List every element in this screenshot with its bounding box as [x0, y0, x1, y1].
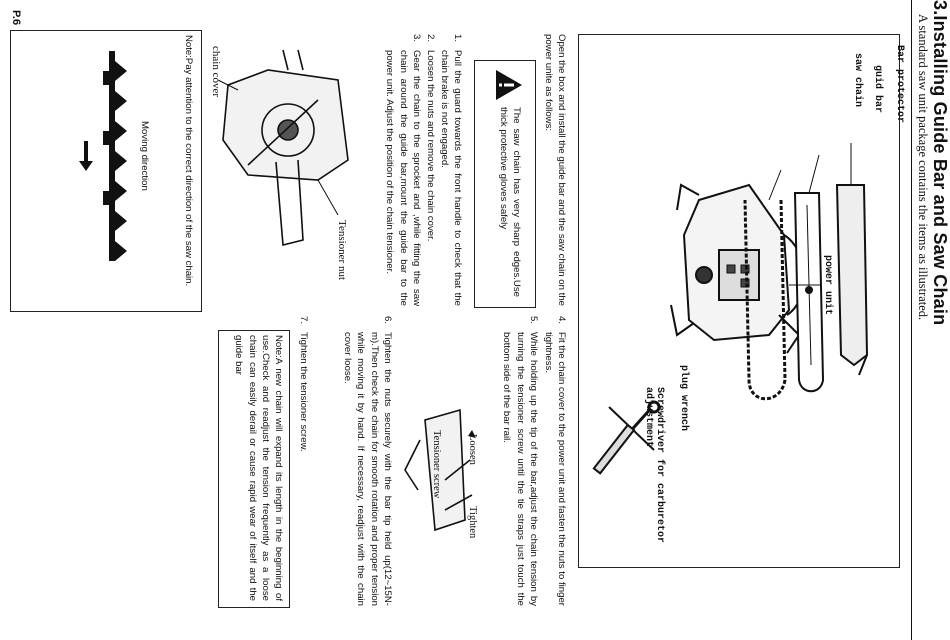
title-rule [911, 0, 912, 640]
step-4-number: 4. [556, 316, 567, 325]
warning-triangle-icon [495, 69, 523, 101]
warning-text: The saw chain has very sharp edges.Use thick protective gloves safely [497, 107, 522, 297]
step-7-text: Tighten the tensioner screw. [298, 332, 309, 452]
saw-chain-direction-drawing [95, 51, 135, 271]
chain-direction-note: Note:Pay attention to the correct direction of the saw chain. [183, 35, 194, 287]
step-1 [436, 34, 464, 306]
step-3-number: 3. [411, 34, 422, 43]
label-tensioner-screw: Tensioner screw [431, 430, 442, 499]
package-contents-drawing [579, 35, 899, 567]
step-5-text: While holding up the tip of the bar,adjust the chain tension by turning the tensioner screw until the tie straps just touch the bottom side of the bar rail. [501, 332, 539, 606]
label-bar-protector: Bar protector [894, 45, 905, 124]
step-5-number: 5. [528, 316, 539, 325]
label-tighten: Tighten [467, 506, 478, 539]
warning-box [474, 60, 536, 308]
section-subtitle: A standard saw unit package contains the items as illustrated. [916, 14, 930, 321]
tensioner-screw-figure [400, 400, 480, 600]
new-chain-note-box [218, 330, 290, 608]
step-2 [423, 34, 437, 306]
step-7-number: 7. [298, 316, 309, 325]
tensioner-figure [208, 40, 358, 300]
label-power-unit: power unit [822, 255, 833, 316]
package-contents-figure [578, 34, 905, 568]
label-saw-chain: saw chain [852, 53, 863, 108]
label-chain-cover: chain cover [210, 46, 222, 97]
label-guid-bar: guid bar [872, 65, 883, 114]
step-6 [324, 316, 394, 606]
step-1-number: 1. [452, 34, 463, 43]
section-title: 3.Installing Guide Bar and Saw Chain [930, 0, 950, 326]
label-loosen: Loosen [467, 434, 478, 465]
moving-direction-label: Moving direction [139, 121, 150, 191]
step-1-text: Pull the guard towards the front handle to check that the chain brake is not engaged. [438, 50, 463, 306]
label-screwdriver: Screwdriver for carburetor adjustment [643, 387, 665, 544]
intro-paragraph: Open the box and install the guide bar and the saw chain on the power unite as follows: [542, 34, 567, 306]
step-3-text: Gear the chain to the sprocket and ,while fitting the saw chain around the guide bar,mount the guide bar to the power unit. Adjust the position of the chain tensioner. [384, 50, 422, 306]
step-7 [296, 316, 310, 606]
step-2-text: Loosen the nuts and remove the chain cover. [425, 50, 436, 242]
direction-arrow-icon [79, 141, 93, 171]
step-4-text: Fit the chain cover to the power unit and fasten the nuts to finger tightness. [542, 332, 567, 606]
step-6-number: 6. [382, 316, 393, 325]
step-5 [484, 316, 540, 606]
step-6-text: Tighten the nuts securely with the bar tip held up(12~15N-m).Then check the chain for smooth rotation and proper tension while moving it by hand. If necessary, readjust with the chain cover loose. [341, 332, 393, 606]
step-2-number: 2. [425, 34, 436, 43]
page-number: P.6 [10, 10, 22, 26]
label-plug-wrench: plug wrench [678, 365, 689, 432]
step-4 [540, 316, 568, 606]
chain-direction-note-box [10, 30, 202, 312]
step-3 [367, 34, 423, 306]
new-chain-note: Note:A new chain will expand its length in the beginning of use.Check and readjust the tension frequently as a loose chain can easily derail or cause rapid wear of itself and the guide bar [233, 335, 284, 601]
label-tensioner-nut: Tensioner nut [336, 220, 348, 281]
